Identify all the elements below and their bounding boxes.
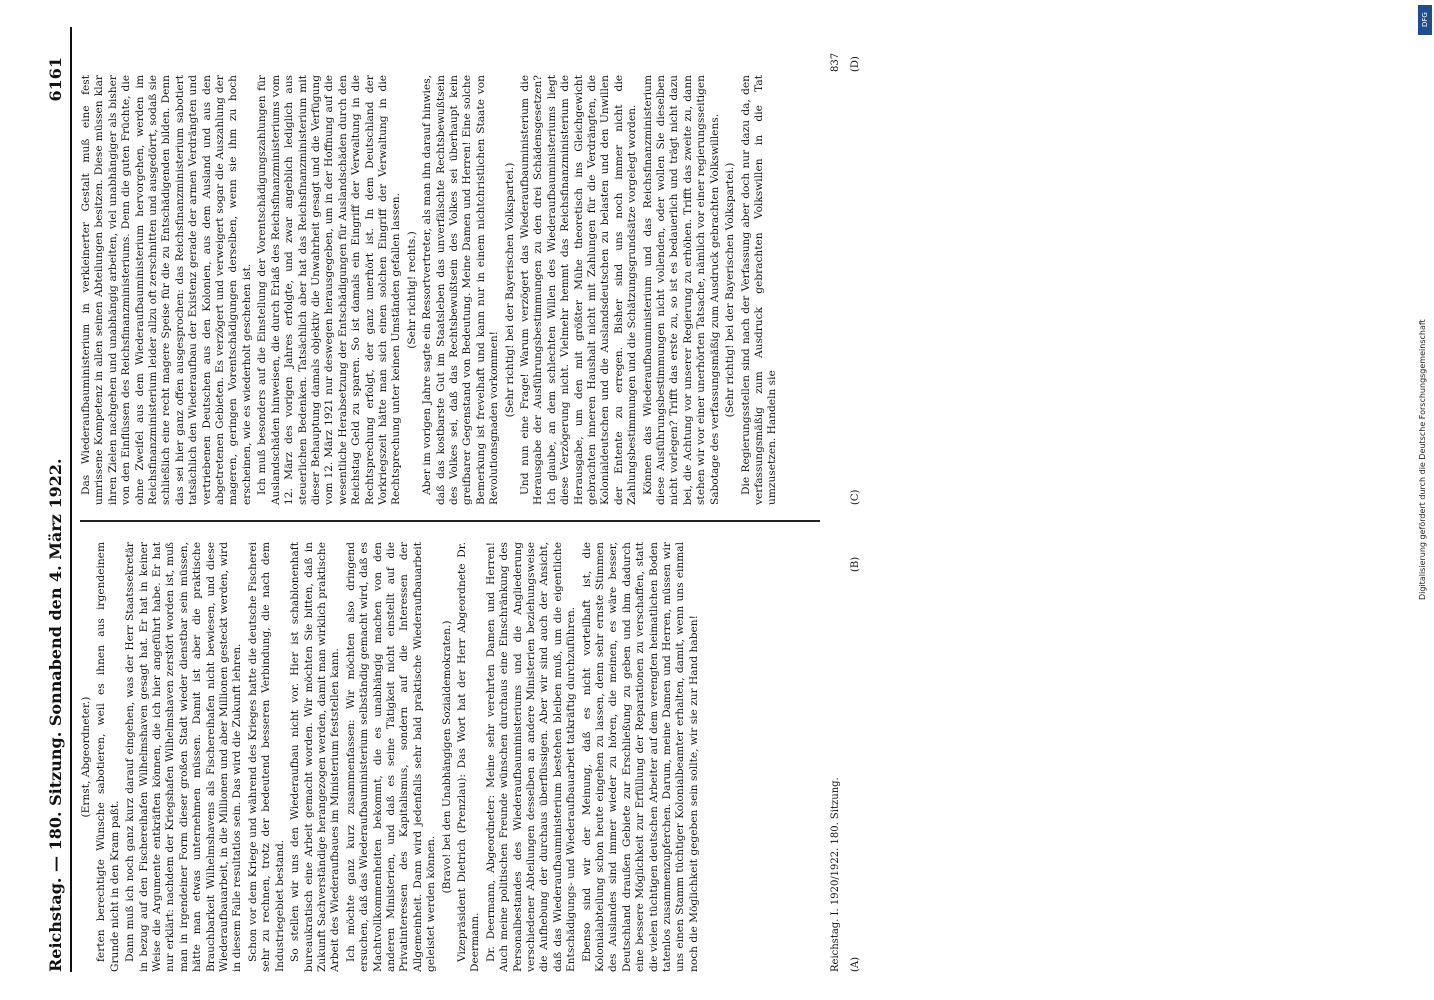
margin-mark-c: (C) bbox=[850, 489, 861, 505]
header-rule bbox=[70, 27, 72, 972]
left-paragraph: So stellen wir uns den Wiederaufbau nicht vor. Hier ist schablonenhaft bureaukratisch eine Arbeit gemacht worden. Wir möchten Sie bitten, daß in Zukunft Sachverständige herangezogen werden, damit man wirklich praktische Arbeit des Wiederaufbaues im Ministerium feststellen kann. bbox=[289, 542, 342, 972]
applause-note: (Bravo! bei den Unabhängigen Sozialdemokraten.) bbox=[440, 620, 453, 894]
page-header bbox=[40, 27, 76, 972]
right-paragraph: Die Regierungsstellen sind nach der Verfassung aber doch nur dazu da, den verfassungsmäßig zum Ausdruck gebrachten Volkswillen in die Tat umzusetzen. Handeln sie bbox=[739, 75, 779, 505]
rotated-page bbox=[40, 27, 1420, 972]
reaction-note: (Sehr richtig! rechts.) bbox=[405, 231, 418, 349]
signature-line: Reichstag. I. 1920/1922. 180. Sitzung. bbox=[830, 777, 841, 972]
left-paragraph: Ebenso sind wir der Meinung, daß es nicht vorteilhaft ist, die Kolonialabteilung schon heute eingehen zu lassen, denn sehr ernste Stimmen des Auslandes sind immer wieder zu hören, die meinen, es wäre besser, Deutschland draußen Gebiete zur Erschließung zu geben und ihm dadurch eine bessere Möglichkeit zur Erfüllung der Reparationen zu verschaffen, statt die vielen tüchtigen deutschen Arbeiter auf dem verengten heimatlichen Boden tatenlos zusammenzupferchen. Darum, meine Damen und Herren, müssen wir uns einen Stamm tüchtiger Kolonialbeamter erhalten, damit, wenn uns einmal noch die Möglichkeit gegeben sein sollte, wir sie zur Hand haben! bbox=[580, 542, 700, 972]
left-paragraph: ferten berechtigte Wünsche sabotieren, weil es ihnen aus irgendeinem Grunde nicht in den Kram paßt. bbox=[95, 542, 121, 972]
right-paragraph: Und nun eine Frage! Warum verzögert das Wiederaufbauministerium die Herausgabe der Ausführungsbestimmungen zu den drei Schädensgesetzen? Ich glaube, an dem schlechten Willen des Wiederaufbauministeriums liegt diese Verzögerung nicht. Vielmehr hemmt das Reichsfinanzministerium die Herausgabe, um den mit größter Mühe theoretisch ins Gleichgewicht gebrachten inneren Haushalt nicht mit Zahlungen für die Verdrängten, die Kolonialdeutschen und die Auslandsdeutschen zu belasten und den Unwillen der Entente zu erregen. Bisher sind uns noch immer nicht die Zahlungsbestimmungen und die Schätzungsgrundsätze vorgelegt worden. bbox=[519, 75, 639, 505]
right-paragraph: Können das Wiederaufbauministerium und das Reichsfinanzministerium diese Ausführungsbestimmungen nicht vollenden, oder wollen Sie dieselben nicht vorlegen? Trifft das erste zu, so ist es bedauerlich und trägt nicht dazu bei, die Achtung vor unserer Regierung zu erhöhen. Trifft das zweite zu, dann stehen wir vor einer unerhörten Tatsache, nämlich vor einer regierungsseitigen Sabotage des verfassungsmäßig zum Ausdruck gebrachten Volkswillens. bbox=[641, 75, 721, 505]
header-title: Reichstag. — 180. Sitzung. Sonnabend den 4. März 1922. bbox=[46, 458, 65, 972]
sheet-number: 837 bbox=[830, 52, 841, 72]
margin-mark-a: (A) bbox=[850, 956, 861, 972]
margin-mark-d: (D) bbox=[850, 56, 861, 72]
right-paragraph: Das Wiederaufbauministerium in verkleinerter Gestalt muß eine fest umrissene Kompetenz in allen seinen Abteilungen besitzen. Diese müssen klar ihren Zielen nachgehen und unabhängig arbeiten, viel unabhängiger als bisher von den Einflüssen des Reichsfinanzministeriums. Denn die guten Früchte, die ohne Zweifel aus dem Wiederaufbauministerium hervorgehen, werden im Reichsfinanzministerium leider allzu oft zerschnitten und ausgedörrt, sodaß sie schließlich eine recht magere Speise für die zu Entschädigenden bilden. Denn das sei hier ganz offen ausgesprochen: das Reichsfinanzministerium sabotiert tatsächlich den Wiederaufbau der Existenz gerade der armen Verdrängten und vertriebenen Deutschen aus den Kolonien, aus dem Ausland und aus den abgetretenen Gebieten. Es verzögert und verweigert sogar die Auszahlung der mageren, geringen Vorentschädigungen derselben, wenn sie ihm zu hoch erscheinen, wie es wiederholt geschehen ist. bbox=[80, 75, 253, 505]
left-column bbox=[80, 542, 820, 972]
speaker-label: (Ernst, Abgeordneter.) bbox=[80, 696, 92, 818]
vice-president-note: Vizepräsident Dietrich (Prenzlau): Das Wort hat der Herr Abgeordnete Dr. Deermann. bbox=[455, 542, 482, 972]
digitization-note: Digitalisierung gefördert durch die Deutsche Forschungsgemeinschaft bbox=[1418, 319, 1427, 600]
right-paragraph: Ich muß besonders auf die Einstellung der Vorentschädigungszahlungen für Auslandschäden hinweisen, die durch Erlaß des Reichsfinanzministeriums vom 12. März des vorigen Jahres erfolgte, und zwar angeblich lediglich aus steuerlichen Bedenken. Tatsächlich aber hat das Reichsfinanzministerium mit dieser Behauptung damals objektiv die Unwahrheit gesagt und die Verfügung vom 12. März 1921 nur deswegen herausgegeben, um in der Hoffnung auf die wesentliche Herabsetzung der Entschädigungen für Auslandschäden durch den Reichstag Geld zu sparen. So ist damals ein Eingriff der Verwaltung in die Rechtsprechung erfolgt, der ganz unerhört ist. In dem Deutschland der Vorkriegszeit hätte man sich einen solchen Eingriff der Verwaltung in die Rechtsprechung unter keinen Umständen gefallen lassen. bbox=[256, 75, 403, 505]
left-paragraph: Dann muß ich noch ganz kurz darauf eingehen, was der Herr Staatssekretär in bezug auf den Fischereihafen Wilhelmshaven gesagt hat. Er hat in keiner Weise die Argumente entkräften können, die ich hier angeführt habe. Er hat nur erklärt: nachdem der Kriegshafen Wilhelmshaven zerstört worden ist, muß man in irgendeiner Form dieser großen Stadt wieder dienstbar sein müssen, hätte man etwas unternehmen müssen. Damit ist aber die praktische Brauchbarkeit Wilhelmshavens als Fischereihafen nicht bewiesen, und diese Wiederaufbauarbeit, in die Millionen und aber Millionen gesteckt werden, wird in diesem Falle resultatlos sein. Das wird die Zukunft lehren. bbox=[124, 542, 244, 972]
right-column bbox=[80, 75, 820, 505]
right-paragraph: Aber im vorigen Jahre sagte ein Ressortvertreter, als man ihn darauf hinwies, daß das kostbarste Gut im Staatsleben das unverfälschte Rechtsbewußtsein des Volkes sei, daß das Rechtsbewußtsein des Volkes sei überhaupt kein greifbarer Gegenstand von Bedeutung. Meine Damen und Herren! Eine solche Bemerkung ist frevelhaft und kann nur in einem nichtchristlichen Staate von Revolutionsgnaden vorkommen! bbox=[421, 75, 501, 505]
reaction-note: (Sehr richtig! bei der Bayerischen Volkspartei.) bbox=[724, 162, 737, 418]
reaction-note: (Sehr richtig! bei der Bayerischen Volkspartei.) bbox=[503, 162, 516, 418]
left-paragraph: Ich möchte ganz kurz zusammenfassen: Wir möchten also dringend ersuchen, daß das Wiederaufbauministerium selbständig gemacht wird, daß es Machtvollkommenheiten bekommt, die es unabhängig machen von den anderen Ministerien, und daß es seine Tätigkeit nicht einstellt auf die Privatinteressen des Kapitalismus, sondern auf die Interessen der Allgemeinheit. Dann wird jedenfalls sehr bald praktische Wiederaufbauarbeit geleistet werden können. bbox=[344, 542, 438, 972]
left-paragraph: Schon vor dem Kriege und während des Krieges hatte die deutsche Fischerei sehr zu rechnen, trotz der bedeutend besseren Verbindung, die nach dem Industriegebiet bestand. bbox=[246, 542, 286, 972]
left-paragraph: Dr. Deermann, Abgeordneter: Meine sehr verehrten Damen und Herren! Auch meine politischen Freunde wünschen durchaus eine Einschränkung des Personalbestandes des Wiederaufbauministeriums und die Angliederung verschiedener Abteilungen desselben an andere Ministerien beziehungsweise die Aufhebung der durchaus überflüssigen. Aber wir sind auch der Ansicht, daß das Wiederaufbauministerium bestehen bleiben muß, um die eigentliche Entschädigungs- und Wiederaufbauarbeit tatkräftig durchzuführen. bbox=[484, 542, 578, 972]
margin-mark-b: (B) bbox=[850, 556, 861, 572]
page-number: 6161 bbox=[46, 57, 65, 102]
dfg-logo: DFG bbox=[1418, 5, 1432, 35]
column-divider bbox=[80, 520, 820, 522]
